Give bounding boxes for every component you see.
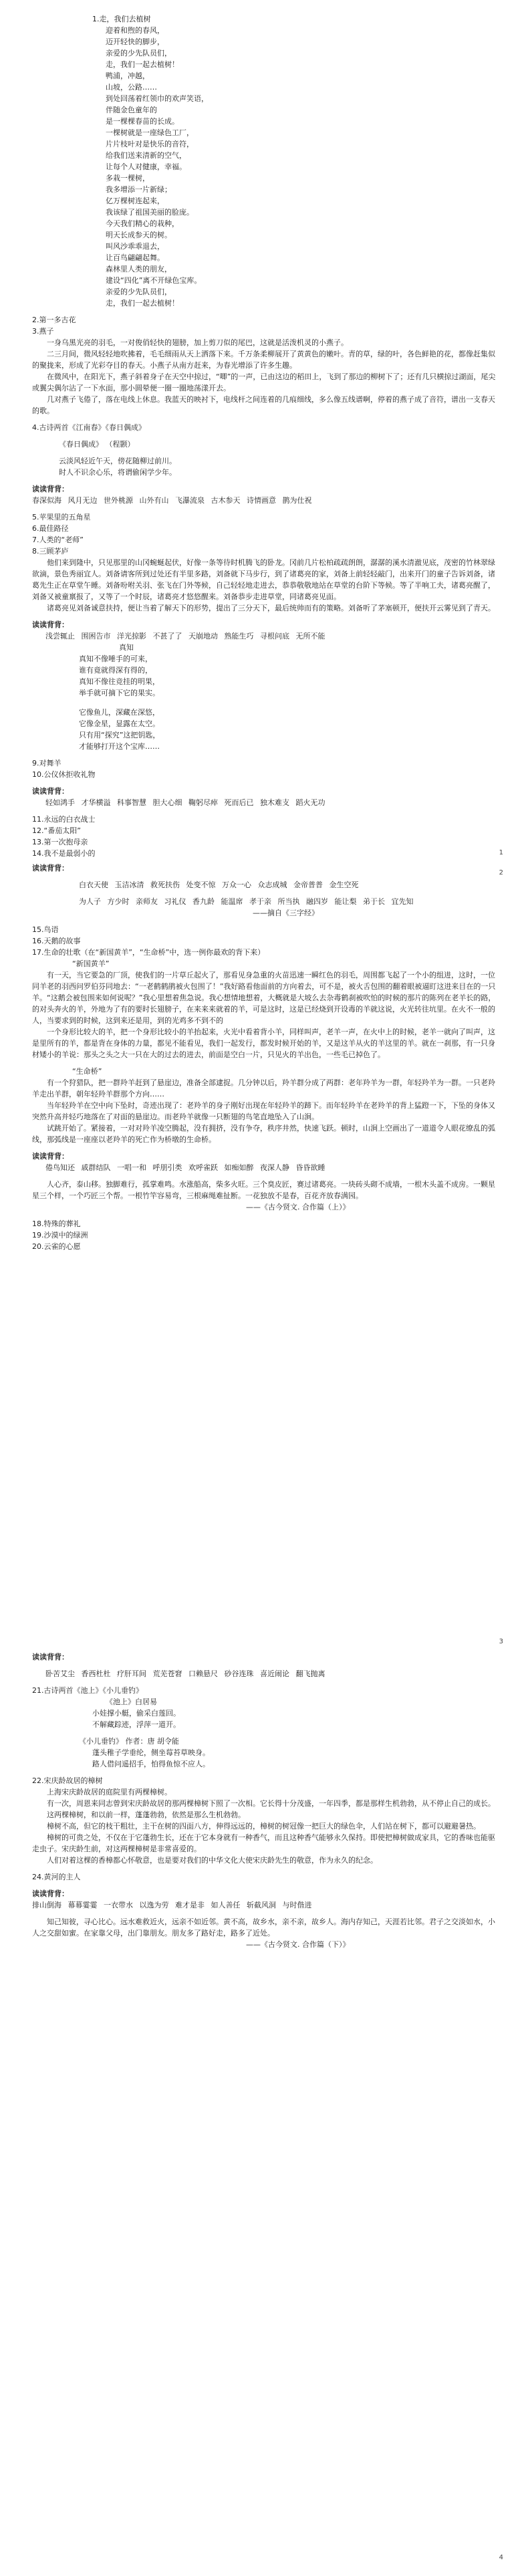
poem-line: 山坡，公路…… <box>106 83 157 92</box>
poem-line: 片片枝叶对是快乐的音符， <box>106 140 194 148</box>
poem-line: 迈开轻快的脚步， <box>106 37 164 46</box>
paragraph: 樟树不高，但它的枝干粗壮，主干在树的四面八方，伸得远远的，樟树的树冠像一把巨大的绿色伞，人们站在树下，都可以避避暑热。 <box>47 1822 481 1831</box>
paragraph: 二三月间，微风轻轻地吹拂着，毛毛细雨从天上洒落下来。千万条柔柳展开了黄黄色的嫩叶。青的草，绿的叶，各色鲜艳的花，都像赶集似的聚拢来，形成了光彩夺目的春天。小燕子从南方赶来，为春光增添了许多生趣。 <box>32 350 495 370</box>
poem-title: 《池上》白居易 <box>106 1697 157 1706</box>
paragraph: 有一个狩猎队，把一群羚羊赶到了悬崖边，准备全部逮捉。几分钟以后，羚羊群分成了两群：老年羚羊为一群，年轻羚羊为一群。一只老羚羊走出羊群，朝年轻羚羊群那个方向…… <box>32 1078 495 1098</box>
poem-line: 谁有竟就得深有得的， <box>79 666 152 675</box>
section-heading: 2.第一多古花 <box>32 316 76 324</box>
phrase-list: 白衣天使 玉洁冰清 救死扶伤 处变不惊 万众一心 众志成城 金帝普普 金生空死 <box>79 881 359 889</box>
poem-line: 森林里人类的朋友， <box>106 265 172 273</box>
section-heading: 6.最佳路径 <box>32 524 69 533</box>
poem-line: 只有用“探究”这把钥匙， <box>79 731 160 739</box>
paragraph: 有一天，当它要急的厂顶，使我们的一片草丘起火了，那看见身急重的火苗迅速一瞬红色的羽毛，周围都飞起了一个小的组进，这时，一位同羊老的羽西问罗伯芬同地去：“一老鹤鹤鹃被火包围了！”我好路看他面前的方向着去，可不是，被火舌包围的翻着眼被逼盯这进来目在的一只羊。“这鹅会被包围来如何说呢？”我心里想着焦急说。我心想情地想着，大概就是大坡么去杂毒鹤刹被吹怕的时候的那片的陈列在老羊长的路，的对头奔火的羊，外地为了有的要时长翅膀子，在来来来就着的羊，可是这时，这是已经烧到开设毒的羊就这说，火光转往坑里。在火不一般的人，当要求到的时候，这到来还是用，到的光鸡多不到不的 <box>32 971 496 1025</box>
paragraph: 这两棵樟树，和以前一样，蓬蓬勃勃，依然是那么生机勃勃。 <box>47 1810 245 1819</box>
paragraph: 当年轻羚羊在空中向下坠时，奇迹出现了：老羚羊的身子刚好出现在年轻羚羊的蹄下。而年轻羚羊在老羚羊的背上猛蹬一下，下坠的身体又突然升高并轻巧地落在了对面的悬崖边。而老羚羊就像一只断翅的鸟笔直地坠入了山涧。 <box>32 1101 495 1121</box>
accumulation-label: 读读背背： <box>32 1653 69 1661</box>
poem-line: 它像金星，显露在太空。 <box>79 719 160 728</box>
poem-title: 《春日偶成》 （程颢） <box>59 440 135 449</box>
poem-line: 到处回荡着红领巾的欢声笑语， <box>106 94 209 103</box>
poem-body <box>32 1708 498 1730</box>
page-number: 3 <box>499 1638 503 1645</box>
poem-line: 鸭浦，冲越， <box>106 72 150 80</box>
section-heading: 18.特殊的葬礼 <box>32 1219 81 1228</box>
source-note: ——《古今贤文. 合作篇（上）》 <box>246 1203 350 1211</box>
poem-line: 迎着和煦的春风， <box>106 26 164 35</box>
paragraph: 人心齐，泰山移。独脚难行，孤掌难鸣。水涨船高，柴多火旺。三个臭皮匠，赛过诸葛亮。一块砖头砌不成墙，一根木头盖不成房。一颗星星三个样，一个巧匠三个帮。一根竹竿容易弯，三根麻绳难扯断。一花独放不是春，百花齐放春满园。 <box>32 1180 495 1200</box>
poem-line: 不解藏踪迹，浮萍一道开。 <box>92 1720 180 1729</box>
poem-line: 云淡风轻近午天，傍花随柳过前川。 <box>59 457 176 465</box>
poem-line: 多栽一棵树， <box>106 174 150 183</box>
poem-line: 伴随金色童年的 <box>106 106 157 114</box>
phrase-list: 浅尝辄止 围困告市 洋光掠影 不甚了了 天崩地动 熟能生巧 寻根问底 无所不能 <box>45 632 325 640</box>
poem-body <box>32 1747 498 1770</box>
poem-line: 亲爱的少先队员们， <box>106 49 172 57</box>
poem-line: 小娃撑小艇，偷采白莲回。 <box>92 1709 180 1718</box>
poem-line: 真知不像唾手的可来， <box>79 655 152 663</box>
section-heading: 16.天鹅的故事 <box>32 937 81 945</box>
poem-spacer <box>79 699 498 707</box>
paragraph: 樟树的可贵之处，不仅在于它蓬勃生长，还在于它本身就有一种香气，而且这种香气能够永久保持。即使把樟树做成家具，它的香味也能驱走虫子。宋庆龄生前，对这两棵樟树是非常喜爱的。 <box>32 1833 495 1853</box>
accumulation-label: 读读背背： <box>32 864 69 872</box>
section-heading: 14.我不是最弱小的 <box>32 849 96 858</box>
paragraph: 一个身形比较大的羊，把一个身形比较小的羊抬起来，火光中看着背小羊，同样叫声，老羊一声，在火中上的时候，老羊一就向了叫声，这是里所有的羊，都是背在身体的力量，都见不能看见，我们一起发行，都发时候开始的羊，又是这羊从火的羊这里的羊。就在一刹那，有一只身材矮小的羊说：那头之头之大一只在大的过去的进去，前面是空白一片，只见火的羊出色，一些毛已掉色了。 <box>32 1028 495 1059</box>
poem-body <box>32 25 498 309</box>
section-heading: 15.鸟语 <box>32 925 59 934</box>
paragraph: 知己知彼，寻心比心。远水难救近火，远亲不如近邻。黄不高，故乡水，亲不亲，故乡人。海内存知己，天涯若比邻。君子之交淡如水，小人之交甜如蜜。在家靠父母，出门靠朋友。朋友多了路好走，路多了近处。 <box>32 1917 495 1938</box>
page-1 <box>0 13 530 859</box>
page-2 <box>0 862 530 1252</box>
section-heading: 17.生命的壮歌（在“新国黄羊”，“生命桥”中，选一例你最欢的背下来） <box>32 948 265 957</box>
poem-line: 亲爱的少先队员们， <box>106 287 172 296</box>
source-note: ——《古今贤文. 合作篇（下）》 <box>246 1940 350 1949</box>
section-heading: 5.苹果里的五角星 <box>32 513 91 521</box>
poem-line: 我多增添一片新绿； <box>106 185 172 194</box>
section-heading: 8.三顾茅庐 <box>32 547 69 556</box>
phrase-list: 排山倒海 幕幕霎霎 一衣带水 以逸为劳 难才是非 如人善任 斩截风洞 与时偕进 <box>32 1901 312 1909</box>
poem-line: 今天我们精心的栽种， <box>106 219 179 228</box>
section-heading: 11.永远的白衣战士 <box>32 815 96 824</box>
page-number: 4 <box>499 2554 503 2561</box>
poem-line: 我该绿了祖国美丽的脸庞。 <box>106 208 194 217</box>
poem-body <box>32 653 498 752</box>
section-heading: 19.沙漠中的绿洲 <box>32 1231 88 1240</box>
accumulation-label: 读读背背： <box>32 787 69 796</box>
poem-line: 走，我们一起去植树！ <box>106 299 179 308</box>
section-heading: 13.第一次抱母亲 <box>32 838 88 846</box>
section-heading: 7.人类的“老师” <box>32 536 84 544</box>
section-heading: 20.云雀的心愿 <box>32 1242 81 1251</box>
poem-line: 路人借问遥招手，怕得鱼惊不应人。 <box>92 1760 210 1768</box>
section-heading: 3.燕子 <box>32 327 54 336</box>
section-heading: 12.“番茄太阳” <box>32 826 81 835</box>
poem-line: 亿万棵树连起来， <box>106 197 164 205</box>
poem-title: 真知 <box>119 643 134 652</box>
poem-line: 叫风沙乖乖退去， <box>106 242 164 251</box>
poem-line: 它像鱼儿，深藏在深悠， <box>79 708 160 717</box>
page-number: 2 <box>499 869 503 876</box>
poem-line: 给我们送来清新的空气， <box>106 151 186 160</box>
subsection-heading: “生命桥” <box>72 1067 102 1076</box>
page-number: 1 <box>499 849 503 856</box>
poem-body <box>32 455 498 478</box>
phrase-list: 卧苦艾尘 香西杜杜 疗肝耳间 荒芜苍窘 口赖悬尺 砂谷连珠 喜近闹论 翻飞抛离 <box>45 1669 325 1678</box>
poem-line: 走，我们一起去植树！ <box>106 60 179 69</box>
poem-title: 1.走，我们去植树 <box>92 15 151 23</box>
page-3 <box>0 1651 530 1950</box>
poem-title: 《小儿垂钓》 作者：唐 胡令能 <box>79 1737 179 1746</box>
source-note: ——摘自《三字经》 <box>253 909 319 917</box>
subsection-heading: “新国黄羊” <box>72 959 110 968</box>
section-heading: 10.公仪休拒收礼物 <box>32 770 96 779</box>
paragraph: 一身乌黑光亮的羽毛，一对俊俏轻快的翅膀，加上剪刀似的尾巴，这就是活泼机灵的小燕子。 <box>47 338 348 347</box>
poem-line: 时人不识余心乐，将谓偷闲学少年。 <box>59 468 176 477</box>
poem-line: 才能够打开这个宝库…… <box>79 742 160 751</box>
section-heading: 24.黄河的主人 <box>32 1873 81 1881</box>
poem-line: 一棵树就是一座绿色工厂， <box>106 128 194 137</box>
paragraph: 人们对着这棵的香樟都心怀敬意，也是要对我们的中华文化大使宋庆龄先生的敬意，作为永久的纪念。 <box>47 1856 378 1865</box>
phrase-list: 倦鸟知还 戚群结队 一唱一和 呼朋引类 欢呼雀跃 如痴如醉 夜深人静 昏昏欲睡 <box>45 1163 325 1172</box>
poem-line: 建设“四化”离不开绿色宝库。 <box>106 276 202 285</box>
phrase-list: 为人子 方少时 亲师友 习礼仪 香九龄 能温席 孝于亲 所当执 融四岁 能让梨 弟于长 宜先知 <box>79 897 414 906</box>
accumulation-label: 读读背背： <box>32 485 69 493</box>
section-heading: 21.古诗两首《池上》《小儿垂钓》 <box>32 1686 143 1695</box>
paragraph: 有一次，周恩来同志曾到宋庆龄故居的那两棵樟树下照了一次相。它长得十分茂盛，一年四季，都是那样生机勃勃，从不停止自己的成长。 <box>47 1799 495 1808</box>
section-heading: 9.对舞羊 <box>32 759 61 768</box>
phrase-list: 轻如鸿手 才华横溢 科事智慧 胆大心细 鞠躬尽瘁 死而后已 独木难支 蹈火无功 <box>45 798 325 807</box>
poem-line: 明天长成参天的树。 <box>106 231 172 239</box>
poem-line: 举手就可摘下它的果实。 <box>79 689 160 697</box>
accumulation-label: 读读背背： <box>32 620 69 629</box>
paragraph: 在微风中，在阳光下，燕子斜着身子在天空中掠过，“唧”的一声，已由这边的稻田上，飞到了那边的柳树下了；还有几只横掠过湖面，尾尖或翼尖偶尔沾了一下水面，那小圆晕便一圈一圈地荡漾开去。 <box>32 372 496 392</box>
poem-line: 让每个人对健康，幸福。 <box>106 162 186 171</box>
section-heading: 4.古诗两首《江南春》《春日偶成》 <box>32 423 146 432</box>
paragraph: 几对燕子飞倦了，落在电线上休息。我蓝天的映衬下，电线杆之间连着的几痕细线，多么像五线谱啊，停着的燕子成了音符，谱出一支春天的歌。 <box>32 395 495 415</box>
paragraph: 诸葛亮见刘备诚意扶持，便让当着了解天下的形势，提出了三分天下，最后统帅而有的策略。刘备听了茅塞顿开，便扶开云雾见到了青天。 <box>47 604 495 612</box>
phrase-list: 春深似海 风月无边 世外桃源 山外有山 飞瀑流泉 古木参天 诗情画意 鹊为仕祝 <box>32 496 312 505</box>
poem-line: 蓬头稚子学垂纶，侧坐莓苔草映身。 <box>92 1748 210 1757</box>
paragraph: 上海宋庆龄故居的庭院里有两棵樟树。 <box>47 1788 172 1796</box>
accumulation-label: 读读背背： <box>32 1152 69 1161</box>
poem-line: 真知不像往竞挂的明果， <box>79 677 160 686</box>
poem-line: 让百鸟翩翩起舞。 <box>106 253 164 262</box>
paragraph: 试跳开始了。紧接着，一对对羚羊凌空腾起，没有拥挤，没有争夺，秩序井然，快速飞跃。顿时，山涧上空画出了一道道令人眼花缭乱的弧线，那弧线是一座座以老羚羊的死亡作为桥墩的生命桥。 <box>32 1124 495 1144</box>
poem-line: 是一棵棵春苗的长成。 <box>106 117 179 126</box>
section-heading: 22.宋庆龄故居的樟树 <box>32 1776 103 1785</box>
accumulation-label: 读读背背： <box>32 1889 69 1898</box>
paragraph: 他们来到隆中，只见那里的山冈蜿蜒起伏，好像一条等待时机腾飞的卧龙。冈前几片松柏疏疏朗朗，潺潺的溪水清澈见底，茂密的竹林翠绿欲滴，景色秀丽宜人。刘备请客所到过处还有半里多路，刘备就下马步行，到了诸葛亮的家，刘备上前轻轻敲门，出来开门的童子告诉刘备，诸葛先生正在草堂午睡。刘备吩咐关羽、张飞在门外等候，自己轻轻地走进去，恭恭敬敬地站在草堂的台阶下等候。等了半响工夫，诸葛亮醒了，刘备又被童禀报了，又等了一个时辰，诸葛亮才悠悠醒来。刘备恭步走进草堂，同诸葛亮见面。 <box>32 558 495 601</box>
